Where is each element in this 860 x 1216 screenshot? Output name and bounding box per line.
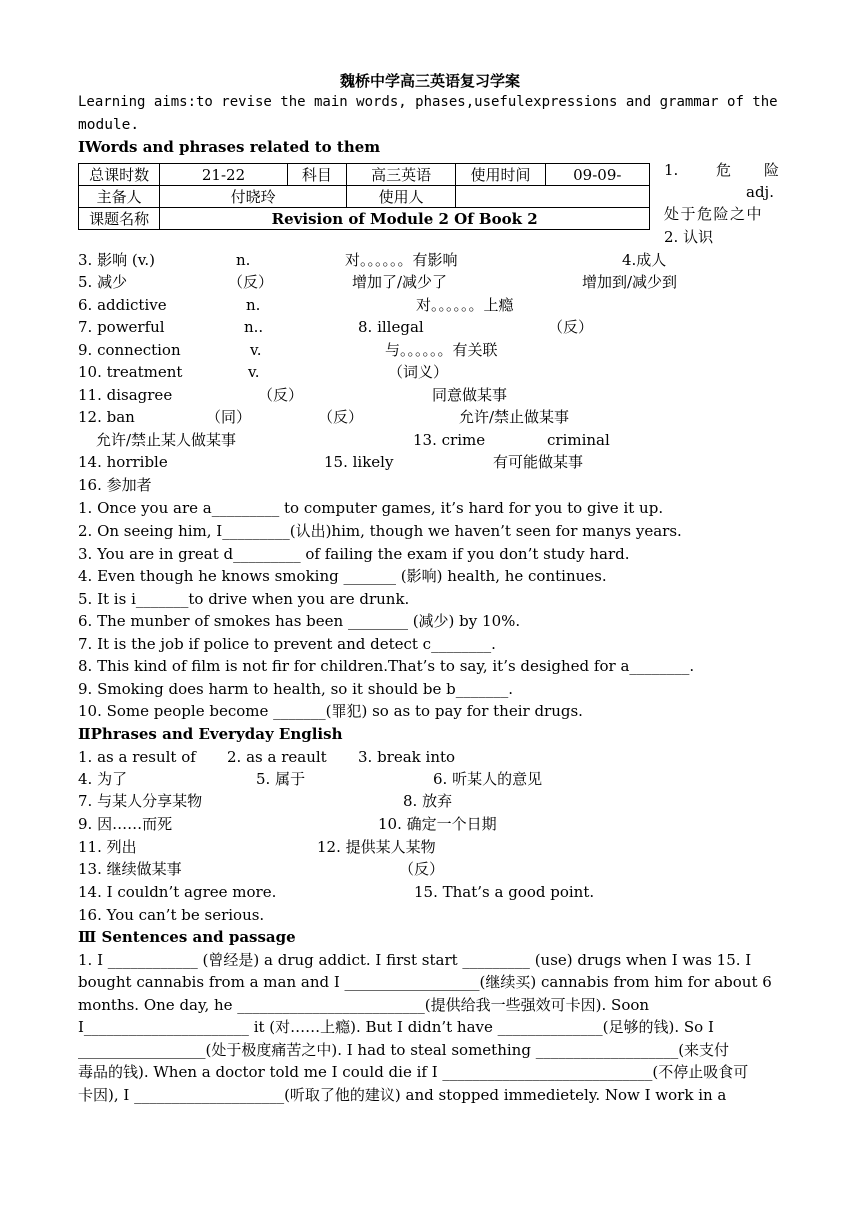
word-item: 同意做某事 [432,386,508,404]
fill-sentence: 3. You are in great d_________ of failing the exam if you don’t study hard. [78,545,630,563]
word-item: v. [250,341,262,359]
word-item: （反） [258,386,304,404]
word-item: 4.成人 [622,251,667,269]
phrase-item: 15. That’s a good point. [414,883,595,901]
word-item: 3. 影响 (v.) [78,251,156,269]
word-item: （词义） [388,363,449,381]
side-item-1-char: 危 [716,161,732,179]
table-row [79,164,650,186]
side-item-phrase: 处于危险之中 [664,205,764,223]
table-cell: 21-22 [160,164,287,186]
phrase-item: 7. 与某人分享某物 [78,792,203,810]
word-item: 对。。。。。。上瘾 [416,296,514,314]
table-cell: 科目 [287,164,346,186]
phrase-item: 13. 继续做某事 [78,860,182,878]
phrase-item: （反） [399,860,445,878]
word-item: （反） [548,318,594,336]
word-item: 增加了/减少了 [352,273,448,291]
phrase-item: 4. 为了 [78,770,128,788]
word-item: n. [246,296,261,314]
word-item: 11. disagree [78,386,173,404]
section-heading-2: ⅡPhrases and Everyday English [78,725,343,743]
fill-sentence: 6. The munber of smokes has been ________ (减少) by 10%. [78,612,521,630]
table-cell: 主备人 [79,186,160,208]
fill-sentence: 1. Once you are a_________ to computer games, it’s hard for you to give it up. [78,499,664,517]
phrase-item: 2. as a reault [227,748,327,766]
word-item: 14. horrible [78,453,168,471]
word-item: 有可能做某事 [493,453,584,471]
side-item-pos: adj. [746,183,774,201]
side-item-1-char: 险 [764,161,780,179]
phrase-item: 1. as a result of [78,748,196,766]
passage-line: 1. I ____________ (曾经是) a drug addict. I first start _________ (use) drugs when I was 15. I [78,951,752,969]
page-title: 魏桥中学高三英语复习学案 [339,72,520,90]
side-item-2: 2. 认识 [664,228,714,246]
fill-sentence: 2. On seeing him, I_________(认出)him, though we haven’t seen for manys years. [78,522,682,540]
table-cell: 高三英语 [346,164,455,186]
passage-line: months. One day, he _________________________(提供给我一些强效可卡因). Soon [78,996,650,1014]
passage-line: _________________(处于极度痛苦之中). I had to steal something ___________________(来支付 [78,1041,730,1059]
table-cell: 课题名称 [79,208,160,230]
fill-sentence: 4. Even though he knows smoking _______ (影响) health, he continues. [78,567,607,585]
word-item: 15. likely [324,453,394,471]
table-cell: 总课时数 [79,164,160,186]
side-item-1-num: 1. [664,161,679,179]
fill-sentence: 5. It is i_______to drive when you are drunk. [78,590,410,608]
phrase-item: 10. 确定一个日期 [378,815,497,833]
passage-line: bought cannabis from a man and I __________________(继续买) cannabis from him for about 6 [78,973,772,991]
phrase-item: 9. 因……而死 [78,815,173,833]
table-cell: 付晓玲 [160,186,347,208]
word-item: n.. [244,318,264,336]
word-item: 5. 减少 [78,273,128,291]
table-row [79,208,650,230]
word-item: 允许/禁止做某事 [459,408,570,426]
phrase-item: 6. 听某人的意见 [433,770,543,788]
fill-sentence: 8. This kind of film is not fir for children.That’s to say, it’s desighed for a________. [78,657,695,675]
passage-line: I______________________ it (对……上瘾). But I didn’t have ______________(足够的钱). So I [78,1018,714,1036]
word-item: 6. addictive [78,296,167,314]
word-item: 9. connection [78,341,181,359]
word-item: 12. ban [78,408,135,426]
phrase-item: 12. 提供某人某物 [317,838,436,856]
passage-line: 卡因), I ____________________(听取了他的建议) and stopped immedietely. Now I work in a [78,1086,727,1104]
phrase-item: 5. 属于 [256,770,306,788]
aims-line-2: module. [78,117,140,133]
word-item: 增加到/减少到 [582,273,678,291]
word-item: 8. illegal [358,318,424,336]
aims-line-1: Learning aims:to revise the main words, phases,usefulexpressions and grammar of the [78,94,778,110]
fill-sentence: 9. Smoking does harm to health, so it should be b_______. [78,680,514,698]
section-heading-3: Ⅲ Sentences and passage [78,928,296,946]
phrase-item: 8. 放弃 [403,792,453,810]
word-item: v. [248,363,260,381]
passage-line: 毒品的钱). When a doctor told me I could die if I ____________________________(不停止吸食可 [78,1063,749,1081]
table-cell: Revision of Module 2 Of Book 2 [160,208,650,230]
table-cell: 使用人 [346,186,455,208]
phrase-item: 11. 列出 [78,838,137,856]
fill-sentence: 7. It is the job if police to prevent and detect c________. [78,635,496,653]
word-item: n. [236,251,251,269]
phrase-item: 16. You can’t be serious. [78,906,265,924]
word-item: 10. treatment [78,363,183,381]
word-item: （反） [318,408,364,426]
phrase-item: 3. break into [358,748,456,766]
table-cell [456,186,650,208]
word-item: 16. 参加者 [78,476,152,494]
word-item: （反） [228,273,274,291]
word-item: 13. crime [413,431,486,449]
table-cell: 09-09- [545,164,649,186]
table-cell: 使用时间 [456,164,545,186]
word-item: criminal [547,431,610,449]
word-item: 允许/禁止某人做某事 [96,431,237,449]
fill-sentence: 10. Some people become _______(罪犯) so as to pay for their drugs. [78,702,583,720]
word-item: 对。。。。。。有影响 [345,251,458,269]
info-table [78,163,650,230]
table-row [79,186,650,208]
word-item: （同） [206,408,252,426]
phrase-item: 14. I couldn’t agree more. [78,883,277,901]
word-item: 7. powerful [78,318,165,336]
section-heading-1: ⅠWords and phrases related to them [78,138,381,156]
word-item: 与。。。。。。有关联 [385,341,498,359]
